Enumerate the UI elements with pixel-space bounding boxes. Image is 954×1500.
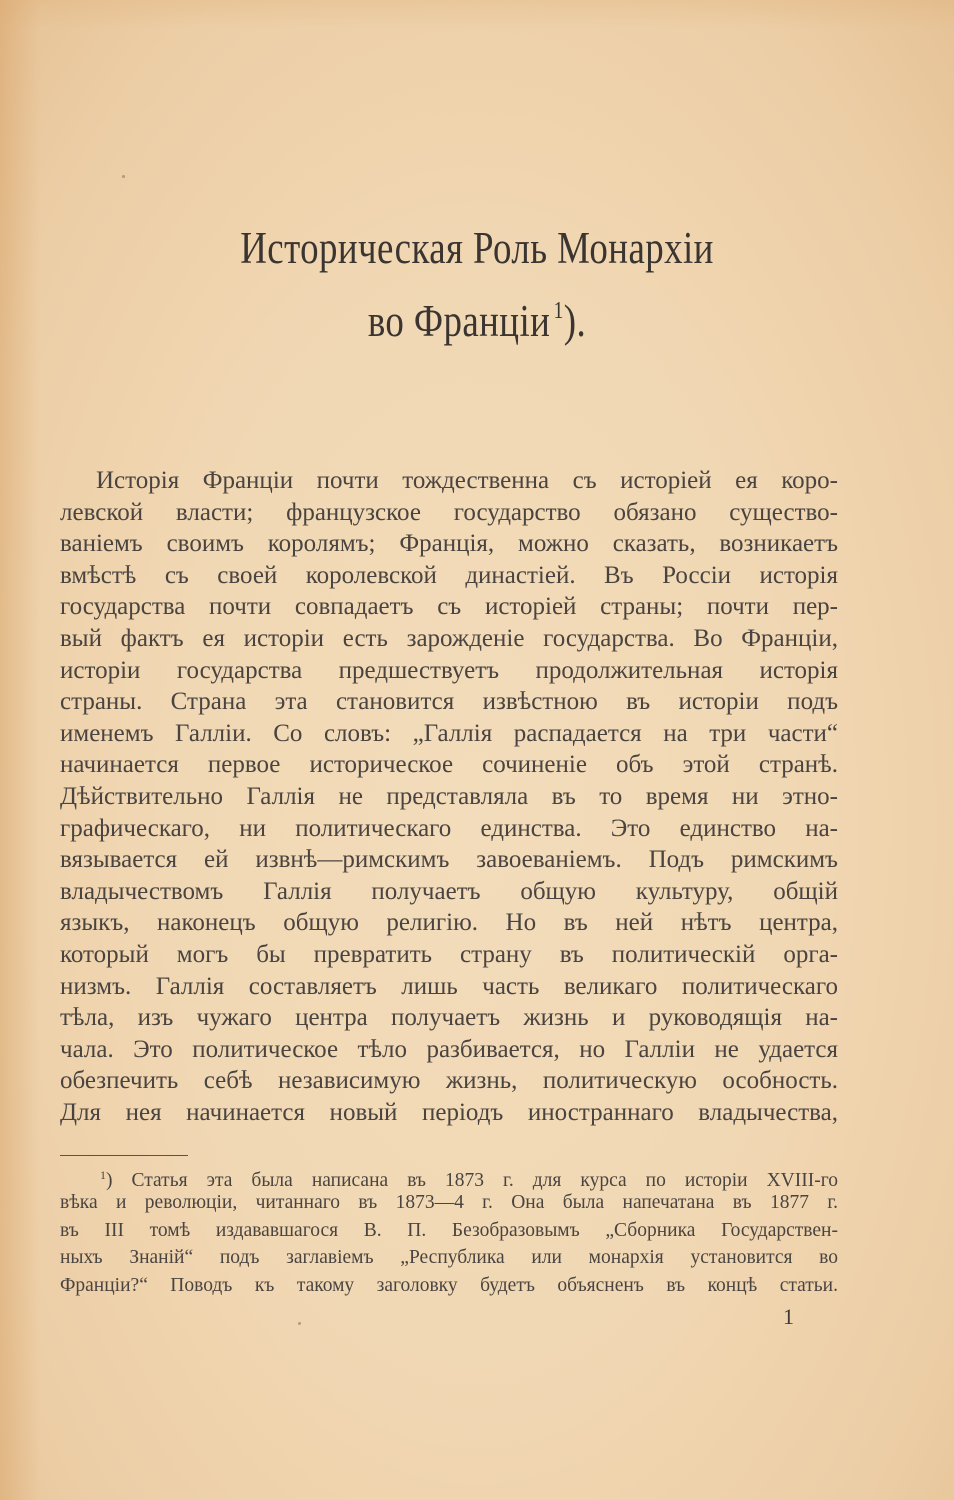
chapter-title-text-2: во Франціи	[367, 296, 551, 346]
chapter-title-text: Историческая Роль Монархіи	[240, 223, 714, 273]
footnote-line: вѣка и революціи, читаннаго въ 1873—4 г. Она была напечатана въ 1877 г.	[60, 1192, 838, 1214]
text-line: низмъ. Галлія составляетъ лишь часть великаго политическаго	[60, 972, 838, 1000]
chapter-title-suffix: ).	[563, 296, 587, 346]
footnote-line: въ III томѣ издававшагося В. П. Безобразовымъ „Сборника Государствен-	[60, 1219, 838, 1241]
text-line: обезпечить себѣ независимую жизнь, политическую особность.	[60, 1067, 838, 1095]
text-line: Дѣйствительно Галлія не представляла въ то время ни этно-	[60, 782, 838, 810]
footnote-line: ныхъ Знаній“ подъ заглавіемъ „Республика или монархія установится во	[60, 1247, 838, 1269]
text-line: именемъ Галліи. Со словъ: „Галлія распадается на три части“	[60, 719, 838, 747]
text-line: языкъ, наконецъ общую религію. Но въ ней нѣтъ центра,	[60, 909, 838, 937]
footnote-reference: 1	[553, 298, 564, 324]
footnote-separator	[60, 1155, 188, 1156]
text-line: Исторія Франціи почти тождественна съ исторіей ея коро-	[96, 467, 838, 494]
text-line: вый фактъ ея исторіи есть зарожденіе государства. Во Франціи,	[60, 624, 838, 652]
body-paragraph	[60, 465, 838, 1128]
text-line: начинается первое историческое сочиненіе объ этой странѣ.	[60, 751, 838, 779]
page-edge-shading	[0, 0, 40, 1500]
text-line: ваніемъ своимъ королямъ; Франція, можно сказать, возникаетъ	[60, 530, 838, 558]
text-line: государства почти совпадаетъ съ исторіей страны; почти пер-	[60, 593, 838, 621]
text-line: Для нея начинается новый періодъ иностраннаго владычества,	[60, 1098, 838, 1126]
text-line: который могъ бы превратить страну въ политическій орга-	[60, 940, 838, 968]
text-line: графическаго, ни политическаго единства. Это единство на-	[60, 814, 838, 842]
text-line: левской власти; французское государство обязано существо-	[60, 498, 838, 526]
text-line: чала. Это политическое тѣло разбивается, но Галліи не удается	[60, 1035, 838, 1063]
chapter-title-line-2	[86, 295, 868, 347]
footnote-line	[60, 1162, 838, 1189]
text-line: вмѣстѣ съ своей королевской династіей. Въ Россіи исторія	[60, 561, 838, 589]
chapter-title-line-1	[86, 222, 868, 274]
footnote-marker: 1	[100, 1168, 106, 1182]
footnote	[60, 1162, 838, 1299]
text-line: исторіи государства предшествуетъ продолжительная исторія	[60, 656, 838, 684]
text-line: вязывается ей извнѣ—римскимъ завоеваніемъ. Подъ римскимъ	[60, 846, 838, 874]
text-line: тѣла, изъ чужаго центра получаетъ жизнь и руководящія на-	[60, 1004, 838, 1032]
page-number: 1	[783, 1304, 794, 1329]
footnote-line: Франціи?“ Поводъ къ такому заголовку будетъ объясненъ въ концѣ статьи.	[60, 1274, 838, 1296]
paper-speck	[122, 175, 125, 178]
text-line: страны. Страна эта становится извѣстною въ исторіи подъ	[60, 688, 838, 716]
paper-speck	[298, 1322, 301, 1325]
footnote-text: ) Статья эта была написана въ 1873 г. для курса по исторіи XVIII-го	[106, 1170, 838, 1191]
page-top-shading	[0, 0, 954, 30]
text-line: владычествомъ Галлія получаетъ общую культуру, общій	[60, 877, 838, 905]
